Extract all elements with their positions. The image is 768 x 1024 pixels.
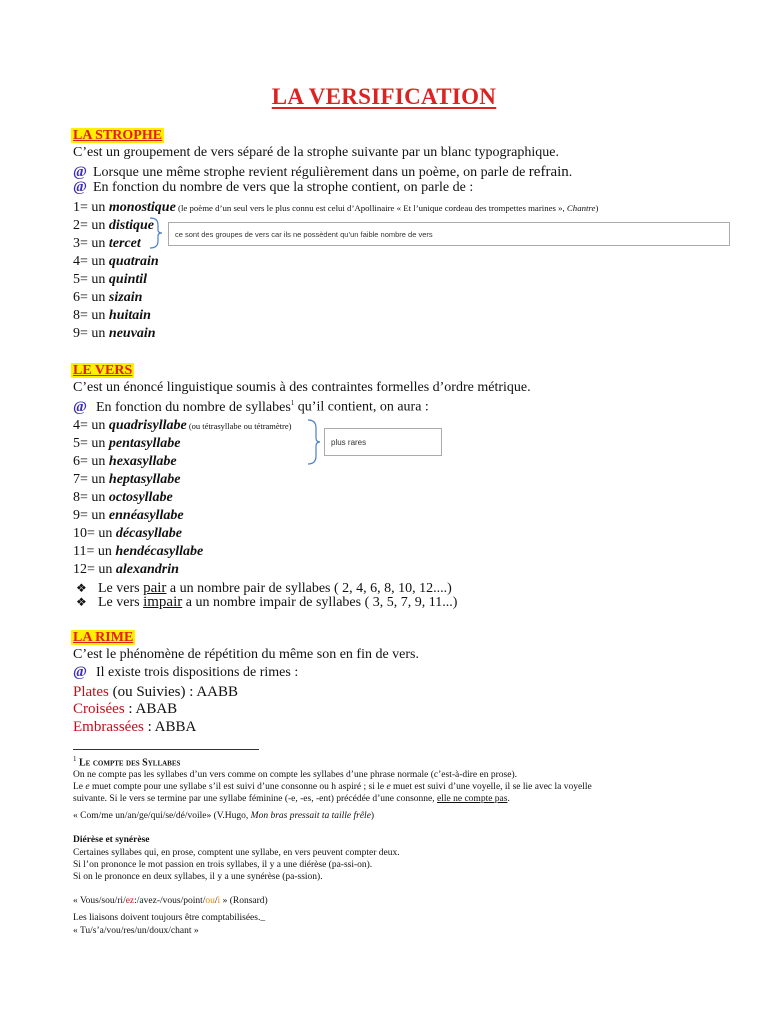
term-note: (le poème d’un seul vers le plus connu est celui d’Apollinaire « Et l’unique cordeau des trompettes marines », bbox=[175, 203, 567, 213]
dieresis-line-3: Si on le prononce en deux syllabes, il y a une synérèse (pa-ssion). bbox=[73, 872, 323, 882]
vers-bullet: @ En fonction du nombre de syllabes$^1$ qu’il contient, on aura : bbox=[73, 398, 429, 415]
pair-term: pair bbox=[143, 580, 167, 596]
vers-item-9: 9= un ennéasyllabe bbox=[73, 508, 184, 523]
rime-heading-text: LA RIME bbox=[73, 630, 134, 645]
term: distique bbox=[108, 218, 155, 233]
strophe-item-1: 1= un monostique (le poème d’un seul vers le plus connu est celui d’Apollinaire « Et l’unique cordeau des trompettes marines », Chantre) bbox=[73, 200, 599, 215]
rime-croisees: Croisées : ABAB bbox=[73, 701, 178, 717]
term: quintil bbox=[108, 272, 148, 287]
refrain-term: refrain bbox=[528, 164, 569, 180]
swirl-icon: @ bbox=[73, 179, 87, 195]
footnote-example-hugo: « Com/me un/an/ge/qui/se/dé/voile» (V.Hugo, Mon bras pressait ta taille frêle) bbox=[73, 811, 375, 821]
bullet-end: . bbox=[568, 165, 573, 180]
term-note: (ou tétrasyllabe ou tétramètre) bbox=[186, 421, 292, 431]
vers-item-12: 12= un alexandrin bbox=[73, 562, 179, 577]
term: heptasyllabe bbox=[108, 472, 181, 487]
term: octosyllabe bbox=[108, 490, 173, 505]
vers-item-11: 11= un hendécasyllabe bbox=[73, 544, 204, 559]
impair-term: impair bbox=[143, 594, 183, 610]
strophe-intro: C’est un groupement de vers séparé de la strophe suivante par un blanc typographique. bbox=[73, 145, 559, 160]
rime-bullet: @ Il existe trois dispositions de rimes : bbox=[73, 664, 299, 680]
footnote-example-ronsard: « Vous/sou/ri/ez:/avez-/vous/point/ou/i » (Ronsard) bbox=[73, 896, 268, 906]
term: tercet bbox=[108, 236, 141, 251]
rime-label: Plates bbox=[73, 684, 109, 700]
strophe-item-9: 9= un neuvain bbox=[73, 326, 156, 341]
term: sizain bbox=[108, 290, 143, 305]
rime-intro: C’est le phénomène de répétition du même son en fin de vers. bbox=[73, 647, 420, 662]
dieresis-line-2: Si l’on prononce le mot passion en trois syllabes, il y a une diérèse (pa-ssi-on). bbox=[73, 860, 373, 870]
page-title: LA VERSIFICATION bbox=[271, 84, 497, 109]
footnote-example-liaison: « Tu/s’a/vou/res/un/doux/chant » bbox=[73, 926, 199, 936]
section-heading-vers bbox=[71, 361, 134, 379]
strophe-bullet-count bbox=[73, 180, 473, 196]
vers-item-7: 7= un heptasyllabe bbox=[73, 472, 181, 487]
vers-pair: ❖ Le vers pair a un nombre pair de syllabes ( 2, 4, 6, 8, 10, 12....) bbox=[76, 580, 452, 596]
strophe-item-5: 5= un quintil bbox=[73, 272, 148, 287]
strophe-item-2: 2= un distique bbox=[73, 218, 155, 233]
footnote-title: $^1$ Le compte des Syllabes bbox=[73, 755, 181, 769]
strophe-item-4: 4= un quatrain bbox=[73, 254, 159, 269]
term: pentasyllabe bbox=[108, 436, 181, 451]
brace-icon bbox=[306, 418, 322, 466]
term: quadrisyllabe bbox=[108, 418, 187, 433]
rime-embrassees: Embrassées : ABBA bbox=[73, 719, 197, 735]
bullet-text: Lorsque une même strophe revient régulièrement dans un poème, on parle de bbox=[93, 165, 529, 180]
footnote-separator bbox=[73, 749, 259, 750]
brace-icon bbox=[148, 216, 164, 250]
diamond-icon: ❖ bbox=[76, 581, 87, 595]
strophe-item-8: 8= un huitain bbox=[73, 308, 151, 323]
dieresis-line-1: Certaines syllabes qui, en prose, comptent une syllabe, en vers peuvent compter deux. bbox=[73, 848, 400, 858]
term: hexasyllabe bbox=[108, 454, 177, 469]
strophe-callout: ce sont des groupes de vers car ils ne possèdent qu’un faible nombre de vers bbox=[168, 222, 730, 246]
term: quatrain bbox=[108, 254, 159, 269]
vers-item-6: 6= un hexasyllabe bbox=[73, 454, 177, 469]
bullet-text: En fonction du nombre de vers que la strophe contient, on parle de : bbox=[93, 180, 474, 195]
rime-plates: Plates (ou Suivies) : AABB bbox=[73, 684, 239, 700]
vers-item-5: 5= un pentasyllabe bbox=[73, 436, 181, 451]
term: monostique bbox=[108, 200, 176, 215]
footnote-line-1: On ne compte pas les syllabes d’un vers comme on compte les syllabes d’une phrase normale (c’est-à-dire en prose). bbox=[73, 770, 517, 780]
footnote-line-2: Le e muet compte pour une syllabe s’il est suivi d’une consonne ou h aspiré ; si le e muet est suivi d’une voyelle, il se lie avec la voyelle bbox=[73, 782, 592, 792]
section-heading-rime bbox=[71, 628, 135, 646]
strophe-bullet-refrain bbox=[73, 164, 572, 181]
footnote-liaisons: Les liaisons doivent toujours être comptabilisées._ bbox=[73, 913, 266, 923]
diamond-icon: ❖ bbox=[76, 595, 87, 609]
footnote-ref: 1 bbox=[290, 399, 295, 407]
strophe-item-3: 3= un tercet bbox=[73, 236, 141, 251]
vers-callout: plus rares bbox=[324, 428, 442, 456]
swirl-icon: @ bbox=[73, 398, 87, 415]
section-heading-strophe bbox=[71, 126, 164, 144]
vers-item-8: 8= un octosyllabe bbox=[73, 490, 173, 505]
vers-item-10: 10= un décasyllabe bbox=[73, 526, 182, 541]
vers-item-4: 4= un quadrisyllabe (ou tétrasyllabe ou tétramètre) bbox=[73, 418, 292, 433]
term: ennéasyllabe bbox=[108, 508, 184, 523]
term: neuvain bbox=[108, 326, 156, 341]
rime-label: Embrassées bbox=[73, 719, 144, 735]
strophe-item-6: 6= un sizain bbox=[73, 290, 143, 305]
term: décasyllabe bbox=[115, 526, 182, 541]
term: hendécasyllabe bbox=[115, 544, 204, 559]
term: alexandrin bbox=[115, 562, 179, 577]
swirl-icon: @ bbox=[73, 164, 87, 180]
strophe-heading-text: LA STROPHE bbox=[73, 128, 163, 143]
vers-heading-text: LE VERS bbox=[73, 363, 133, 378]
rime-label: Croisées bbox=[73, 701, 125, 717]
vers-intro: C’est un énoncé linguistique soumis à des contraintes formelles d’ordre métrique. bbox=[73, 380, 531, 395]
swirl-icon: @ bbox=[73, 664, 87, 680]
dieresis-title: Diérèse et synérèse bbox=[73, 835, 150, 845]
term: huitain bbox=[108, 308, 151, 323]
vers-impair: ❖ Le vers impair a un nombre impair de syllabes ( 3, 5, 7, 9, 11...) bbox=[76, 594, 458, 610]
footnote-line-3: suivante. Si le vers se termine par une syllabe féminine (-e, -es, -ent) précédée d’une consonne, elle ne compte pas. bbox=[73, 794, 510, 804]
